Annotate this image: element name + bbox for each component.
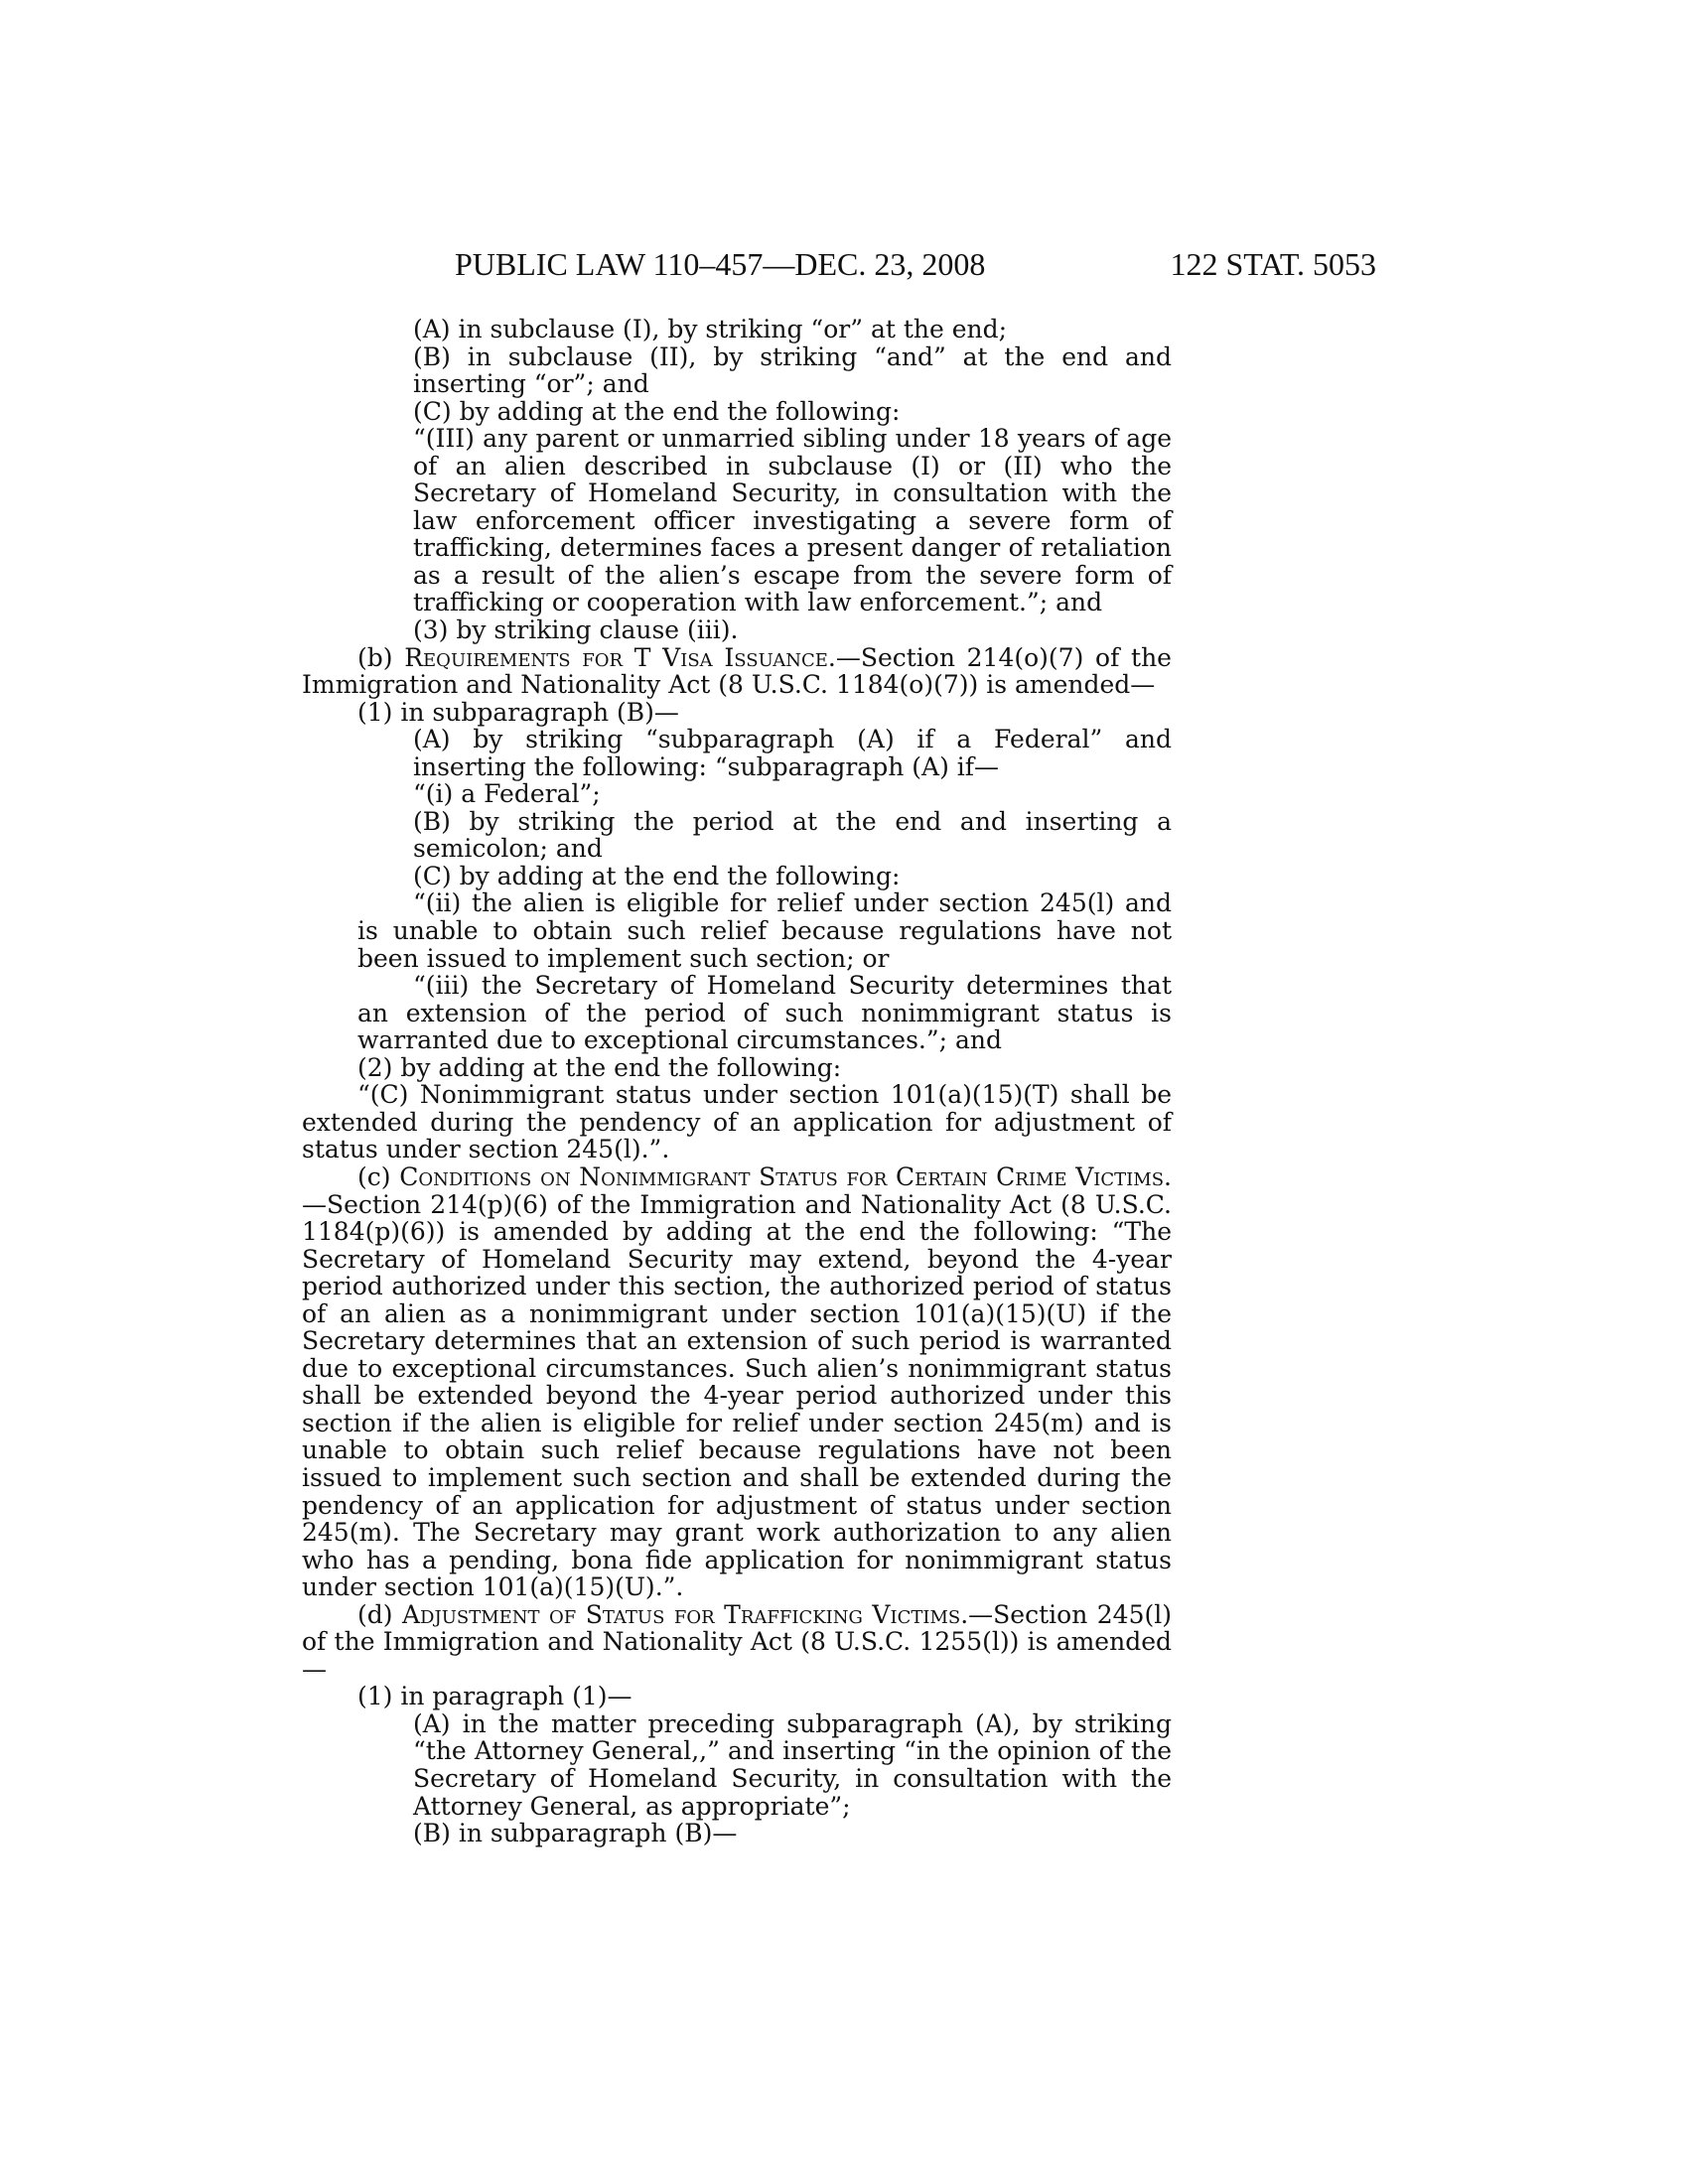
subsection-c: (c) Conditions on Nonimmigrant Status for Certain Crime Victims.—Section 214(p)(6) of the Immigration and Nationality Act (8 U.S.C. 1184(p)(6)) is amended by adding at the end the following: “The Secretary of Homeland Security may extend, beyond the 4-year period authorized under this section, the authorized period of status of an alien as a nonimmigrant under section 101(a)(15)(U) if the Secretary determines that an extension of such period is warranted due to exceptional circumstances. Such alien’s nonimmigrant status shall be extended beyond the 4-year period authorized under this section if the alien is eligible for relief under section 245(m) and is unable to obtain such relief because regulations have not been issued to implement such section and shall be extended during the pendency of an application for adjustment of status under section 245(m). The Secretary may grant work authorization to any alien who has a pending, bona fide application for nonimmigrant status under section 101(a)(15)(U).”. [302,1161,1172,1602]
paragraph: (1) in paragraph (1)— [357,1682,633,1711]
quoted-paragraph: “(i) a Federal”; [413,779,601,809]
statute-body [302,316,1172,1847]
paragraph: (1) in subparagraph (B)— [357,697,679,727]
subsection-heading: Requirements for T Visa Issuance. [404,642,836,672]
paragraph: (B) by striking the period at the end and inserting a semicolon; and [413,806,1172,864]
paragraph: (C) by adding at the end the following: [413,396,901,426]
paragraph: (A) in the matter preceding subparagraph (A), by striking “the Attorney General,,” and inserting “in the opinion of the Secretary of Homeland Security, in consultation with the Attorney General, as appropriate”; [413,1708,1172,1821]
statute-page-number: 122 STAT. 5053 [1170,246,1376,282]
quoted-paragraph: “(III) any parent or unmarried sibling under 18 years of age of an alien described in subclause (I) or (II) who the Secretary of Homeland Security, in consultation with the law enforcement officer investigating a severe form of trafficking, determines faces a present danger of retaliation as a result of the alien’s escape from the severe form of trafficking or cooperation with law enforcement.”; and [413,424,1172,617]
subsection-b: (b) Requirements for T Visa Issuance.—Section 214(o)(7) of the Immigration and Nationality Act (8 U.S.C. 1184(o)(7)) is amended— [302,642,1172,700]
paragraph: (A) by striking “subparagraph (A) if a Federal” and inserting the following: “subparagraph (A) if— [413,725,1172,781]
paragraph: (C) by adding at the end the following: [413,861,901,890]
quoted-paragraph: “(C) Nonimmigrant status under section 101(a)(15)(T) shall be extended during the pendency of an application for adjustment of status under section 245(l).”. [302,1080,1172,1164]
running-header [455,246,1376,282]
subsection-heading: Adjustment of Status for Trafficking Victims. [402,1599,969,1629]
paragraph: (B) in subparagraph (B)— [413,1819,738,1848]
public-law-citation: PUBLIC LAW 110–457—DEC. 23, 2008 [455,246,986,282]
quoted-paragraph: “(ii) the alien is eligible for relief under section 245(l) and is unable to obtain such relief because regulations have not been issued to implement such section; or [357,888,1172,973]
quoted-paragraph: “(iii) the Secretary of Homeland Security determines that an extension of the period of such nonimmigrant status is warranted due to exceptional circumstances.”; and [357,971,1172,1055]
paragraph: (B) in subclause (II), by striking “and” at the end and inserting “or”; and [413,341,1172,399]
paragraph: (2) by adding at the end the following: [357,1052,842,1082]
subsection-heading: Conditions on Nonimmigrant Status for Certain Crime Victims. [399,1161,1172,1191]
subsection-d: (d) Adjustment of Status for Trafficking Victims.—Section 245(l) of the Immigration and Nationality Act (8 U.S.C. 1255(l)) is amended— [302,1599,1172,1684]
paragraph: (A) in subclause (I), by striking “or” at the end; [413,315,1008,343]
paragraph: (3) by striking clause (iii). [413,615,739,645]
